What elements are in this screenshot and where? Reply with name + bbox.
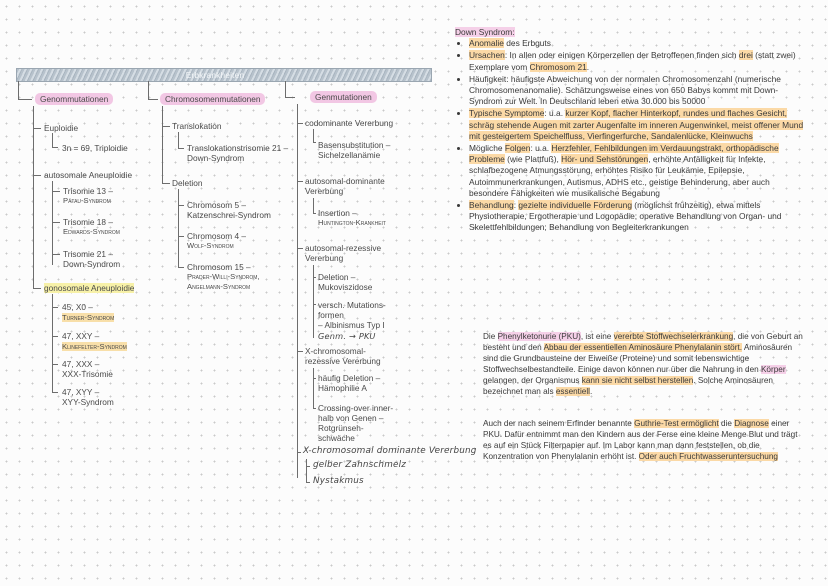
- xyy-syndrom-item: 47, XYY – XYY-Syndrom: [62, 387, 114, 407]
- connector: [52, 336, 58, 337]
- list-item: • Mögliche Folgen: u.a. Herzfehler, Fehlbildungen im Verdauungstrakt, orthopädische Probleme (wie Plattfuß), Hör- und Sehstörungen, erhöhte Anfälligkeit für Infekte, schlafbezogene Atmungsstörung, erhöhtes Risiko für Leukämie, Epilepsie, Autoimmunerkrankungen, Autismus, ADHS etc., geistige Behinderung, aber auch besondere Fähigkeiten wie musikalische Begabung: [469, 143, 807, 199]
- connector: [33, 288, 41, 289]
- connector: [52, 147, 58, 148]
- connector: [162, 106, 163, 183]
- x-rezessiv-label: X-chromosomal- rezessive Vererbung: [305, 346, 381, 366]
- connector: [178, 267, 184, 268]
- prader-willi-item: Chromosom 15 – Prader-Willi-Syndrom, Angelmann-Syndrom: [187, 262, 260, 291]
- connector: [33, 128, 41, 129]
- connector: [285, 81, 286, 97]
- connector: [313, 368, 314, 408]
- connector: [306, 459, 307, 483]
- connector: [52, 181, 53, 265]
- connector: [162, 183, 170, 184]
- connector: [52, 191, 60, 192]
- connector: [33, 106, 34, 288]
- connector: [306, 466, 310, 467]
- list-item: • Typische Symptome: u.a. kurzer Kopf, flacher Hinterkopf, rundes und flaches Gesicht, schräg stehende Augen mit zarter Augenfalte im inneren Augenwinkel, meist offener Mund mit gesteigertem Speichelfluss, Vierfingerfurche, Sandalenlücke, Kleinwuchs: [469, 108, 807, 142]
- pku-paragraph-1: Die Phenylketonurie (PKU), ist eine vererbte Stoffwechselerkrankung, die von Geburt an besteht und den Abbau der essentiellen Aminosäure Phenylalanin stört. Aminosäuren sind die Grundbausteine der Eiweiße (Proteine) und somit lebenswichtige Stoffwechselbestandteile. Einige davon können nur über die Nahrung in den Körper gelangen, der Organismus kann sie nicht selbst herstellen. Solche Aminosäuren bezeichnet man als essentiell.: [483, 332, 803, 397]
- trisomie-13-item: Trisomie 13 – Pätau-Syndrom: [63, 186, 113, 205]
- trisomie-18-item: Trisomie 18 – Edwards-Syndrom: [63, 217, 120, 236]
- list-item: • Häufigkeit: häufigste Abweichung von der normalen Chromosomenzahl (numerische Chromosomenanomalie). Schätzungsweise eines von 650 Babys kommt mit Down-Syndrom zur Welt. In Deutschland leben etwa 30.000 bis 50000: [469, 74, 807, 108]
- huntington-item: Insertion – Huntington-Krankheit: [318, 208, 386, 227]
- connector: [52, 222, 60, 223]
- connector: [297, 248, 303, 249]
- autosomale-aneuploidie-label: autosomale Aneuploidie: [44, 170, 133, 180]
- list-item: • Anomalie des Erbguts: [469, 38, 807, 49]
- connector: [313, 198, 314, 213]
- connector: [33, 175, 41, 176]
- tree-root-label: Erbkrankheiten: [185, 70, 245, 80]
- translokationstrisomie-item: Translokationstrisomie 21 – Down-Syndrom: [187, 143, 289, 163]
- gonosomale-aneuploidie-label: gonosomale Aneuploidie: [44, 283, 135, 293]
- connector: [52, 294, 53, 392]
- connector: [313, 304, 316, 305]
- connector: [178, 236, 184, 237]
- connector: [297, 452, 301, 453]
- list-item: • Ursachen: In allen oder einigen Körperzellen der Betroffenen finden sich drei (statt zwei) Exemplare vom Chromosom 21.: [469, 50, 807, 72]
- connector: [52, 254, 60, 255]
- translokation-label: Translokation: [172, 121, 222, 131]
- connector: [313, 277, 316, 278]
- genommutationen-heading: Genommutationen: [35, 94, 113, 104]
- autosomal-rezessiv-label: autosomal-rezessive Vererbung: [305, 243, 382, 263]
- connector: [162, 126, 170, 127]
- connector: [18, 99, 32, 100]
- connector: [297, 104, 298, 478]
- nystakmus-handwritten: Nystakmus: [313, 476, 364, 486]
- euploidie-label: Euploidie: [44, 123, 79, 133]
- rotgruenschwaeche-item: Crossing-over inner- halb von Genen – Rotgrünseh- schwäche: [318, 403, 394, 443]
- connector: [297, 351, 303, 352]
- connector: [52, 307, 58, 308]
- connector: [178, 132, 179, 148]
- codominante-vererbung-label: codominante Vererbung: [305, 118, 394, 128]
- connector: [313, 265, 314, 338]
- connector: [18, 81, 19, 99]
- connector: [285, 97, 295, 98]
- wolf-syndrom-item: Chromosom 4 – Wolf-Syndrom: [187, 231, 247, 250]
- sichelzellanaemie-item: Basensubstitution – Sichelzellanämie: [318, 140, 391, 160]
- connector: [313, 142, 316, 143]
- down-syndrom-section: [455, 27, 807, 235]
- down-syndrom-title: Down Syndrom:: [455, 27, 515, 37]
- connector: [148, 99, 158, 100]
- klinefelter-syndrom-item: 47, XXY – Klinefelter-Syndrom: [62, 331, 127, 351]
- haemophilie-item: häufig Deletion – Hämophilie A: [318, 373, 381, 393]
- gelber-zahnschmelz-handwritten: gelber Zahnschmelz: [313, 460, 407, 470]
- connector: [313, 378, 316, 379]
- connector: [313, 408, 316, 409]
- katzenschrei-item: Chromosom 5 – Katzenschrei-Syndrom: [187, 200, 271, 220]
- connector: [148, 81, 149, 99]
- triploidie-label: 3n = 69, Triploidie: [62, 143, 128, 153]
- genmutationen-heading: Genmutationen: [310, 92, 377, 102]
- connector: [178, 148, 184, 149]
- connector: [178, 189, 179, 268]
- mukoviszidose-item: Deletion – Mukoviszidose: [318, 272, 373, 292]
- connector: [297, 181, 303, 182]
- albinismus-item: versch. Mutations- formen – Albinismus Typ I: [318, 300, 386, 330]
- connector: [52, 364, 58, 365]
- chromosomenmutationen-heading: Chromosomenmutationen: [160, 94, 265, 104]
- connector: [52, 133, 53, 147]
- connector: [297, 123, 303, 124]
- list-item: • Behandlung: gezielte individuelle Förderung (möglichst frühzeitig), etwa mittels Physiotherapie, Ergotherapie und Logopädie; operative Behandlung von Organ- und Skelettfehlbildungen; Behandlung von Begleiterkrankungen: [469, 200, 807, 234]
- pku-paragraph-2: Auch der nach seinem Erfinder benannte Guthrie-Test ermöglicht die Diagnose einer PKU. Dafür entnimmt man den Kindern aus der Ferse eine kleine Menge Blut und trägt es auf ein Stück Filterpapier auf. Im Labor kann man dann feststellen, ob die Konzentration von Phenylalanin erhöht ist. Oder auch Fruchtwasseruntersuchung: [483, 419, 798, 462]
- trisomie-21-item: Trisomie 21 – Down-Syndrom: [63, 249, 121, 269]
- connector: [313, 129, 314, 142]
- turner-syndrom-item: 45, X0 – Turner-Syndrom: [62, 302, 115, 322]
- deletion-label: Deletion: [172, 178, 203, 188]
- connector: [313, 213, 316, 214]
- connector: [52, 392, 58, 393]
- x-dominant-handwritten: X-chromosomal dominante Vererbung: [303, 446, 477, 456]
- autosomal-dominant-label: autosomal-dominante Vererbung: [305, 176, 385, 196]
- connector: [178, 205, 184, 206]
- connector: [306, 482, 310, 483]
- pku-handwritten-note: Genm. → PKU: [318, 331, 376, 341]
- xxx-trisomie-item: 47, XXX – XXX-Trisomie: [62, 359, 113, 379]
